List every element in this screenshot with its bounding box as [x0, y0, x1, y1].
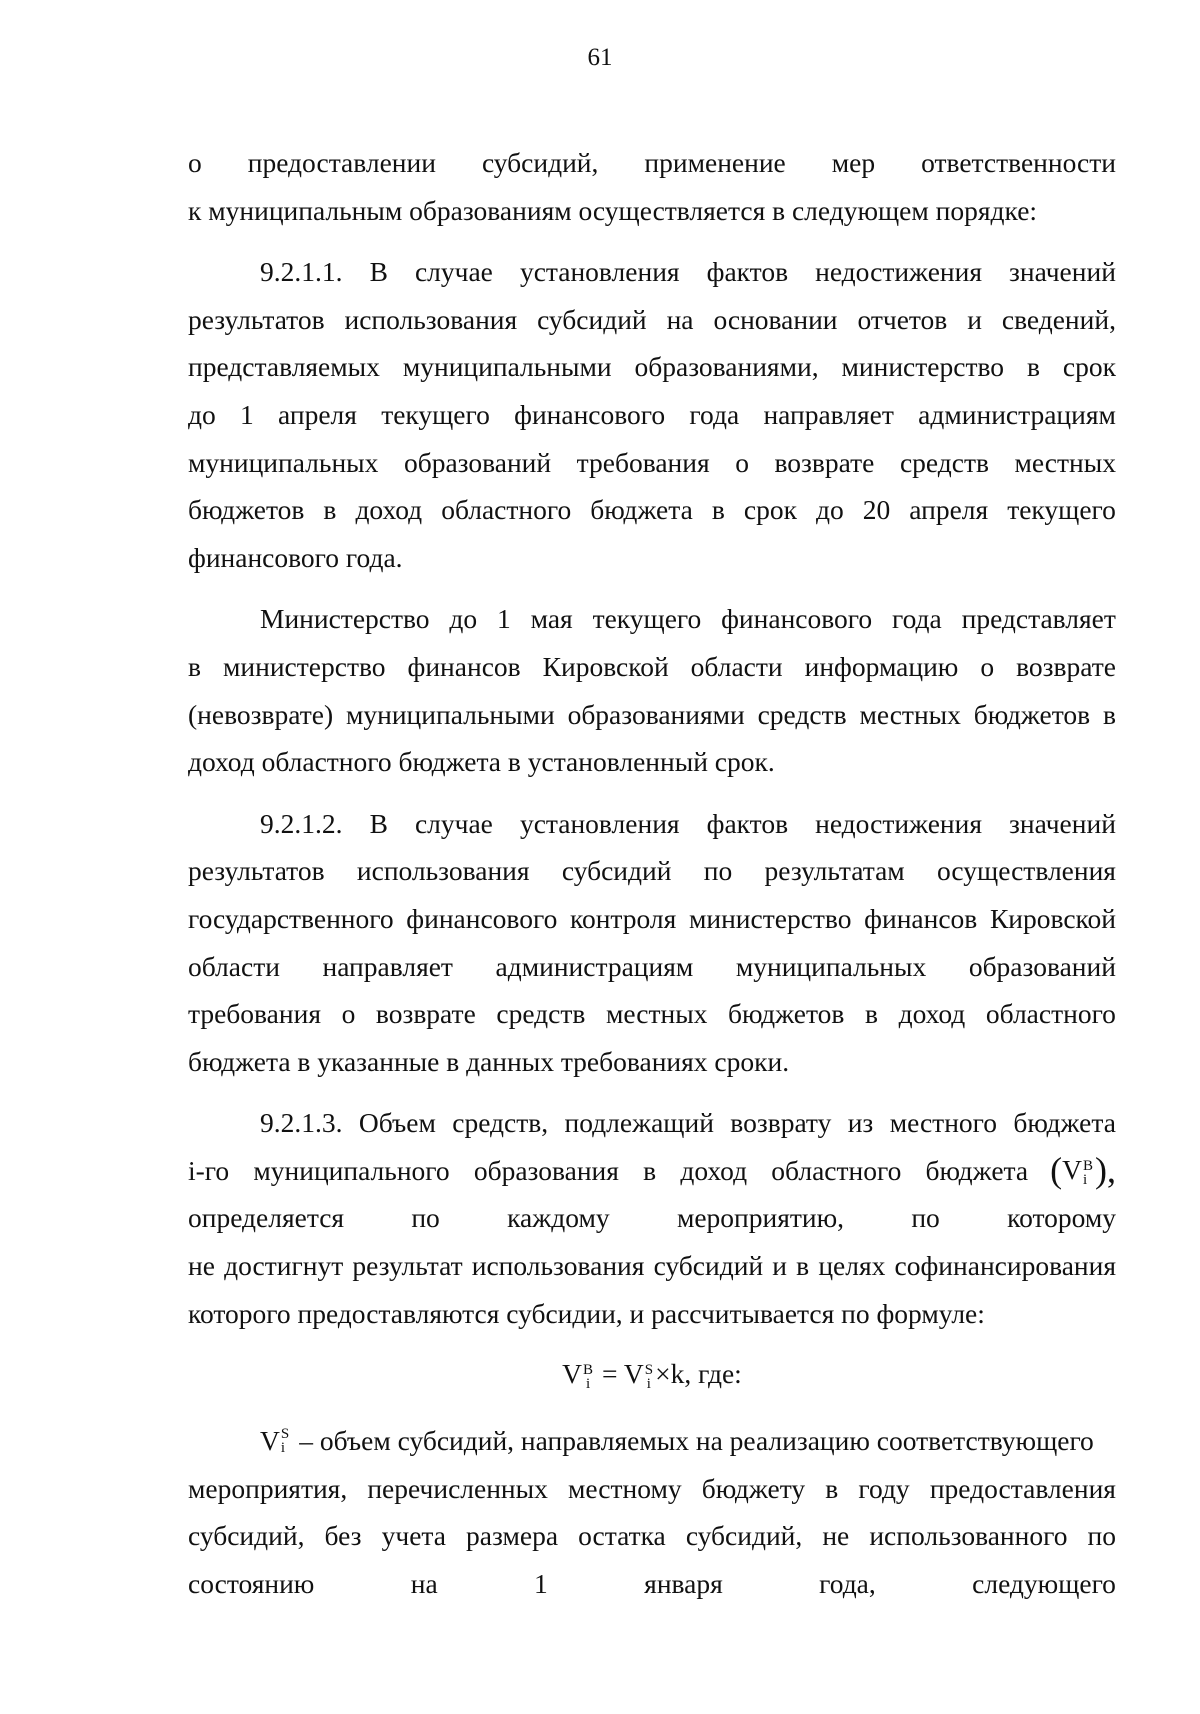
word: муниципальными [402, 351, 612, 383]
word: возврате [375, 998, 476, 1030]
text-line: доход областного бюджета в установленный срок. [188, 746, 775, 778]
word: муниципальных [735, 950, 927, 982]
word: финансового [406, 902, 558, 934]
text-line [188, 691, 1116, 739]
word: доход [680, 1154, 748, 1186]
word: средств [757, 698, 847, 730]
word: основании [713, 303, 838, 335]
word: предоставления [929, 1472, 1116, 1504]
word: бюджету [701, 1472, 806, 1504]
text-line [188, 296, 1116, 344]
word: до [188, 398, 216, 430]
word: без [324, 1520, 362, 1552]
word: средств [899, 446, 989, 478]
word: средств [496, 998, 586, 1030]
word: применение [644, 147, 786, 178]
text-line [188, 439, 1116, 487]
word: финансов [407, 650, 521, 682]
word: января [644, 1568, 723, 1600]
word: на [666, 303, 694, 335]
word: апреля [909, 494, 989, 526]
word: сведений, [1001, 303, 1116, 335]
word: 9.2.1.1. [260, 256, 343, 288]
word: и [967, 303, 982, 335]
word: ответственности [921, 147, 1116, 178]
word: результат [352, 1250, 463, 1282]
word: о [735, 446, 749, 478]
word: года [689, 398, 740, 430]
word: недостижения [815, 807, 982, 839]
word: в [1102, 698, 1116, 730]
word: доход [898, 998, 966, 1030]
text-line: которого предоставляются субсидии, и рассчитывается по формуле: [188, 1297, 985, 1329]
word: не [188, 1250, 215, 1282]
word: администрациям [495, 950, 694, 982]
word: государственного [188, 902, 394, 934]
word: субсидий [561, 855, 672, 887]
word: образованиями [567, 698, 745, 730]
word: целях [818, 1250, 886, 1282]
word: 9.2.1.3. [260, 1107, 343, 1139]
word: министерство [223, 650, 386, 682]
text-line [188, 1242, 1116, 1290]
word: информацию [804, 650, 959, 682]
inline-words [188, 1147, 1028, 1195]
word: текущего [592, 603, 702, 635]
word: Объем [358, 1107, 436, 1139]
word: установления [519, 256, 680, 288]
word: образованиями, [634, 351, 819, 383]
word: бюджетов [973, 698, 1091, 730]
word: до [449, 603, 478, 635]
word: в [711, 494, 725, 526]
page-number: 61 [587, 44, 613, 71]
text-line [188, 1099, 1116, 1147]
word: в [323, 494, 337, 526]
word: мая [530, 603, 573, 635]
word: апреля [278, 398, 357, 430]
text-line [188, 1465, 1116, 1513]
word: областного [985, 998, 1116, 1030]
word: недостижения [815, 256, 982, 288]
word: каждому [507, 1202, 610, 1234]
word: субсидий, [685, 1520, 803, 1552]
word: представляет [961, 603, 1116, 635]
word: местных [859, 698, 961, 730]
word: перечисленных [367, 1472, 548, 1504]
word: возврате [774, 446, 875, 478]
word: остатка [578, 1520, 666, 1552]
text-line [188, 643, 1116, 691]
word: в [796, 1250, 810, 1282]
word: использования [356, 855, 530, 887]
word: Кировской [542, 650, 669, 682]
word: текущего [1007, 494, 1116, 526]
word: 9.2.1.2. [260, 807, 343, 839]
word: мероприятию, [676, 1202, 845, 1234]
word: мер [831, 147, 876, 178]
text-line [188, 486, 1116, 534]
word: областного [441, 494, 572, 526]
text-line [188, 847, 1116, 895]
word: установления [519, 807, 680, 839]
word: из [847, 1107, 874, 1139]
word: бюджетов [728, 998, 845, 1030]
word: Кировской [989, 902, 1116, 934]
word: образований [403, 446, 552, 478]
word: в [188, 650, 201, 682]
word: бюджета [590, 494, 693, 526]
text-line-definition: V S i – объем субсидий, направляемых на реализацию соответствующего [260, 1425, 1094, 1457]
word: мероприятия, [188, 1472, 348, 1504]
word: направляет [322, 950, 453, 982]
word: по [411, 1202, 440, 1234]
word: случае [414, 807, 493, 839]
display-formula: V B i = V S i ×k, где: [562, 1358, 742, 1392]
word: требования [576, 446, 710, 478]
word: результатов [188, 855, 325, 887]
word: в [1026, 351, 1040, 383]
word: финансов [864, 902, 978, 934]
word: фактов [706, 256, 789, 288]
word: контроля [570, 902, 677, 934]
word: (невозврате) [188, 698, 334, 730]
text-line: бюджета в указанные в данных требованиях сроки. [188, 1045, 790, 1077]
word: учета [381, 1520, 446, 1552]
word: срок [743, 494, 797, 526]
word: местных [605, 998, 708, 1030]
text-line [188, 1512, 1116, 1560]
inline-formula: (V B i ), [1050, 1150, 1116, 1191]
text-line [188, 800, 1116, 848]
text-line: финансового года. [188, 541, 403, 573]
word: образования [473, 1154, 619, 1186]
text-line [188, 391, 1116, 439]
word: направляет [763, 398, 894, 430]
word: подлежащий [564, 1107, 714, 1139]
word: по [703, 855, 733, 887]
word: субсидий, [481, 147, 599, 178]
word: которому [1007, 1202, 1116, 1234]
word: 1 [240, 398, 254, 430]
word: году [858, 1472, 910, 1504]
word: министерство [841, 351, 1005, 383]
word: о [188, 147, 202, 178]
word: бюджетов [188, 494, 305, 526]
word: использования [344, 303, 518, 335]
word: бюджета [925, 1154, 1029, 1186]
word: требования [188, 998, 321, 1030]
text-line [188, 343, 1116, 391]
word: использованного [869, 1520, 1068, 1552]
word: следующего [972, 1568, 1116, 1600]
word: субсидий [537, 303, 647, 335]
word: субсидий [653, 1250, 764, 1282]
word: области [188, 950, 280, 982]
word: срок [1062, 351, 1116, 383]
text-line-with-formula [188, 1147, 1116, 1195]
word: определяется [188, 1202, 345, 1234]
word: возврате [1016, 650, 1116, 682]
word: муниципального [253, 1154, 450, 1186]
word: на [410, 1568, 438, 1600]
word: средств, [452, 1107, 549, 1139]
word: результатов [188, 303, 325, 335]
word: предоставлении [247, 147, 436, 178]
word: результатам [764, 855, 905, 887]
text-line [188, 1194, 1116, 1242]
word: В [369, 807, 388, 839]
word: по [911, 1202, 940, 1234]
word: не [822, 1520, 850, 1552]
word: использования [471, 1250, 645, 1282]
word: Министерство [260, 603, 430, 635]
word: о [341, 998, 356, 1030]
word: осуществления [937, 855, 1116, 887]
word: по [1087, 1520, 1116, 1552]
word: в [865, 998, 878, 1030]
text-line [188, 139, 1116, 187]
word: 1 [497, 603, 511, 635]
word: 20 [862, 494, 891, 526]
word: в [643, 1154, 657, 1186]
text-line [188, 595, 1116, 643]
word: i-го [188, 1154, 230, 1186]
word: муниципальных [188, 446, 379, 478]
word: и [772, 1250, 788, 1282]
word: текущего [381, 398, 490, 430]
text-line [188, 1560, 1116, 1608]
word: о [980, 650, 995, 682]
text-line: к муниципальным образованиям осуществляется в следующем порядке: [188, 194, 1038, 226]
word: года, [819, 1568, 876, 1600]
word: 1 [534, 1568, 548, 1600]
word: года [892, 603, 942, 635]
word: министерство [688, 902, 852, 934]
word: В [369, 256, 388, 288]
word: муниципальными [345, 698, 555, 730]
word: местных [1014, 446, 1116, 478]
word: случае [414, 256, 493, 288]
word: достигнут [224, 1250, 344, 1282]
word: областного [771, 1154, 902, 1186]
word: значений [1009, 807, 1116, 839]
word: фактов [706, 807, 789, 839]
word: возврату [730, 1107, 832, 1139]
word: размера [466, 1520, 559, 1552]
word: доход [355, 494, 423, 526]
body-text [188, 139, 1116, 1608]
word: значений [1009, 256, 1116, 288]
text-line [188, 990, 1116, 1038]
text-line [188, 943, 1116, 991]
word: до [815, 494, 844, 526]
text-line [188, 248, 1116, 296]
word: представляемых [188, 351, 380, 383]
word: финансового [721, 603, 873, 635]
word: в [825, 1472, 839, 1504]
word: бюджета [1013, 1107, 1116, 1139]
word: области [690, 650, 783, 682]
text-line [188, 895, 1116, 943]
word: финансового [514, 398, 666, 430]
word: отчетов [857, 303, 948, 335]
word: администрациям [918, 398, 1116, 430]
word: местного [889, 1107, 998, 1139]
word: образований [968, 950, 1116, 982]
word: софинансирования [894, 1250, 1116, 1282]
word: местному [568, 1472, 682, 1504]
word: субсидий, [188, 1520, 305, 1552]
word: состоянию [188, 1568, 315, 1600]
